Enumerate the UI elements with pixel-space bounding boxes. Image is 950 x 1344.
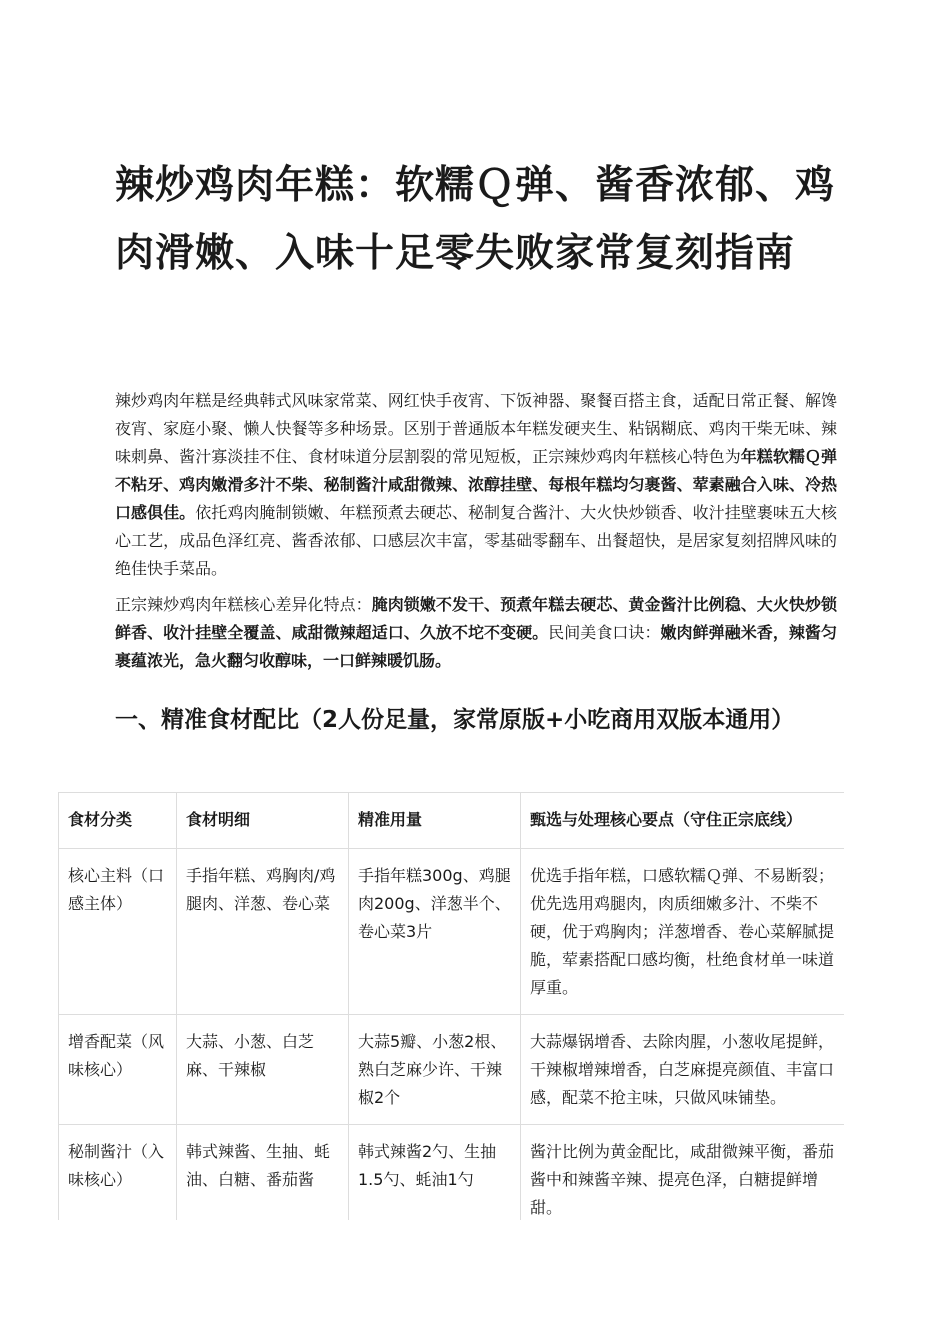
section-heading: 一、精准食材配比（2人份足量，家常原版+小吃商用双版本通用） (115, 707, 795, 733)
cell-notes: 优选手指年糕，口感软糯Ｑ弹、不易断裂；优先选用鸡腿肉，肉质细嫩多汁、不柴不硬，优于鸡胸肉；洋葱增香、卷心菜解腻提脆，荤素搭配口感均衡，杜绝食材单一味道厚重。 (521, 849, 845, 1015)
feature-lead: 正宗辣炒鸡肉年糕核心差异化特点： (115, 595, 372, 614)
cell-amount: 韩式辣酱2勺、生抽1.5勺、蚝油1勺 (349, 1125, 521, 1221)
cell-category: 秘制酱汁（入味核心） (59, 1125, 177, 1221)
cell-items: 大蒜、小葱、白芝麻、干辣椒 (177, 1015, 349, 1125)
cell-amount: 手指年糕300g、鸡腿肉200g、洋葱半个、卷心菜3片 (349, 849, 521, 1015)
cell-category: 核心主料（口感主体） (59, 849, 177, 1015)
intro-highlight: 年糕软糯Ｑ弹不粘牙、鸡肉嫩滑多汁不柴、秘制酱汁咸甜微辣、浓醇挂壁、每根年糕均匀裹酱、荤素融合入味、冷热口感俱佳。 (115, 447, 837, 522)
header-items: 食材明细 (177, 793, 349, 849)
ingredient-table-container (58, 792, 844, 1220)
intro-text: 辣炒鸡肉年糕是经典韩式风味家常菜、网红快手夜宵、下饭神器、聚餐百搭主食，适配日常正餐、解馋夜宵、家庭小聚、懒人快餐等多种场景。区别于普通版本年糕发硬夹生、粘锅糊底、鸡肉干柴无味、辣味刺鼻、酱汁寡淡挂不住、食材味道分层割裂的常见短板，正宗辣炒鸡肉年糕核心特色为 (115, 391, 837, 466)
cell-notes: 酱汁比例为黄金配比，咸甜微辣平衡，番茄酱中和辣酱辛辣、提亮色泽，白糖提鲜增甜。 (521, 1125, 845, 1221)
feature-paragraph (115, 591, 837, 675)
cell-category: 增香配菜（风味核心） (59, 1015, 177, 1125)
feature-highlight: 腌肉锁嫩不发干、预煮年糕去硬芯、黄金酱汁比例稳、大火快炒锁鲜香、收汁挂壁全覆盖、咸甜微辣超适口、久放不坨不变硬。 (115, 595, 837, 642)
cell-items: 手指年糕、鸡胸肉/鸡腿肉、洋葱、卷心菜 (177, 849, 349, 1015)
header-amount: 精准用量 (349, 793, 521, 849)
table-row (59, 1015, 845, 1125)
header-category: 食材分类 (59, 793, 177, 849)
saying-lead: 民间美食口诀： (548, 623, 661, 642)
table-row (59, 849, 845, 1015)
ingredient-table (58, 792, 844, 1220)
saying-text: 嫩肉鲜弹融米香，辣酱匀裹蕴浓光，急火翻匀收醇味，一口鲜辣暖饥肠。 (115, 623, 837, 670)
cell-amount: 大蒜5瓣、小葱2根、熟白芝麻少许、干辣椒2个 (349, 1015, 521, 1125)
cell-notes: 大蒜爆锅增香、去除肉腥，小葱收尾提鲜，干辣椒增辣增香，白芝麻提亮颜值、丰富口感，配菜不抢主味，只做风味铺垫。 (521, 1015, 845, 1125)
table-header-row (59, 793, 845, 849)
intro-text-continued: 依托鸡肉腌制锁嫩、年糕预煮去硬芯、秘制复合酱汁、大火快炒锁香、收汁挂壁裹味五大核心工艺，成品色泽红亮、酱香浓郁、口感层次丰富，零基础零翻车、出餐超快，是居家复刻招牌风味的绝佳快手菜品。 (115, 503, 837, 578)
cell-items: 韩式辣酱、生抽、蚝油、白糖、番茄酱 (177, 1125, 349, 1221)
intro-paragraph (115, 387, 837, 583)
header-notes: 甄选与处理核心要点（守住正宗底线） (521, 793, 845, 849)
page-title: 辣炒鸡肉年糕：软糯Ｑ弹、酱香浓郁、鸡肉滑嫩、入味十足零失败家常复刻指南 (115, 163, 836, 276)
table-row (59, 1125, 845, 1221)
